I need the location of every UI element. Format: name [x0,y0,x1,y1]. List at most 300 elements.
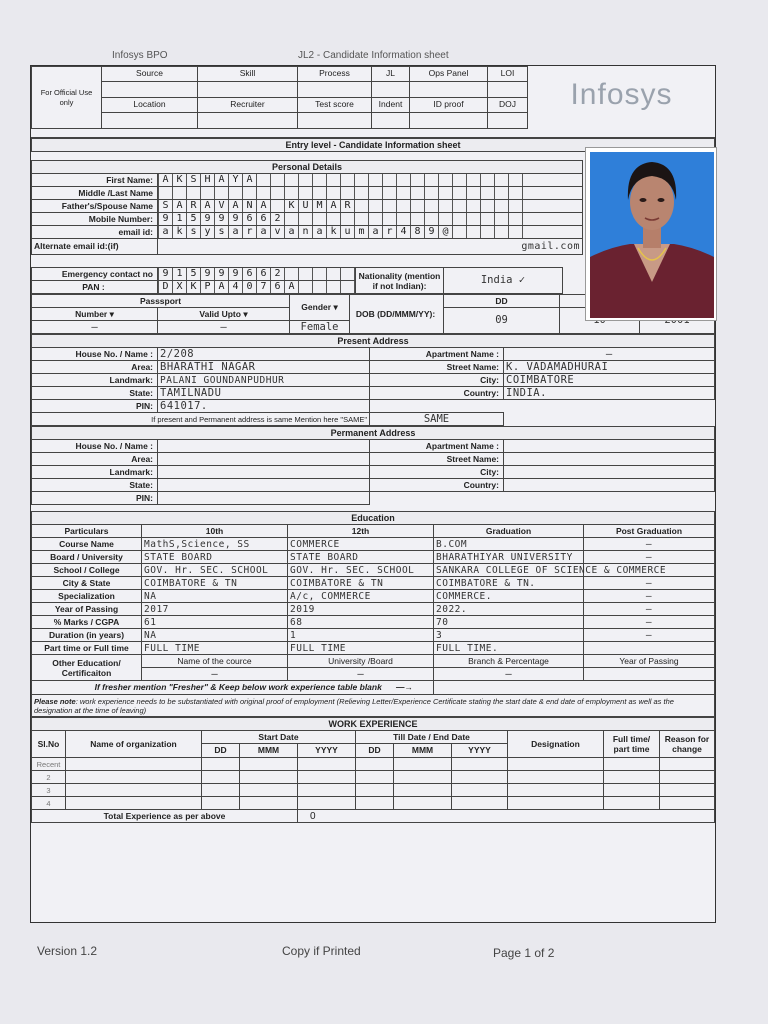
father-name-field[interactable] [158,200,583,213]
email-char-box[interactable]: v [271,226,285,238]
education-cell[interactable]: BHARATHIYAR UNIVERSITY [434,551,584,564]
first-name-char-box[interactable] [439,174,453,186]
present-area[interactable]: BHARATHI NAGAR [158,361,370,374]
same-address-value[interactable]: SAME [370,413,504,426]
education-cell[interactable]: GOV. Hr. SEC. SCHOOL [142,564,288,577]
pan-char-box[interactable]: X [173,281,187,293]
education-cell[interactable]: — [584,616,715,629]
work-cell[interactable] [356,797,394,810]
first-name-char-box[interactable] [425,174,439,186]
present-area-label: Area: [32,361,158,374]
work-cell[interactable] [394,758,452,771]
emergency-char-box[interactable]: 5 [187,268,201,280]
education-cell[interactable]: — [584,538,715,551]
work-cell[interactable] [240,758,298,771]
other-course[interactable]: — [142,668,288,681]
first-name-char-box[interactable] [355,174,369,186]
education-cell[interactable]: COMMERCE. [434,590,584,603]
email-char-box[interactable] [481,226,495,238]
mobile-char-box[interactable]: 6 [243,213,257,225]
education-cell[interactable]: SANKARA COLLEGE OF SCIENCE & COMMERCE [434,564,584,577]
emergency-char-box[interactable] [313,268,327,280]
mobile-char-box[interactable]: 9 [201,213,215,225]
arrow-right-icon: —→ [396,682,413,692]
first-name-char-box[interactable]: A [215,174,229,186]
work-cell[interactable] [660,784,715,797]
perm-pin[interactable] [158,492,370,505]
father-name-char-box[interactable] [467,200,481,212]
present-state[interactable]: TAMILNADU [158,387,370,400]
father-name-char-box[interactable]: S [159,200,173,212]
first-name-field[interactable] [158,174,583,187]
email-char-box[interactable]: a [313,226,327,238]
official-recruiter-field[interactable] [198,112,298,128]
work-cell[interactable] [298,797,356,810]
pan-char-box[interactable]: P [201,281,215,293]
email-char-box[interactable]: 9 [425,226,439,238]
first-name-char-box[interactable]: K [173,174,187,186]
emergency-field[interactable] [158,268,356,281]
work-cell[interactable] [508,771,604,784]
official-loi-field[interactable] [488,81,528,97]
middle-name-label: Middle /Last Name [32,187,158,200]
present-city[interactable]: COIMBATORE [504,374,715,387]
emergency-char-box[interactable]: 2 [271,268,285,280]
work-cell[interactable] [240,797,298,810]
work-cell[interactable] [452,784,508,797]
first-name-char-box[interactable] [369,174,383,186]
perm-house[interactable] [158,440,370,453]
mobile-char-box[interactable] [439,213,453,225]
email-char-box[interactable]: r [243,226,257,238]
pan-char-box[interactable] [327,281,341,293]
education-cell[interactable]: — [584,629,715,642]
official-ops-field[interactable] [410,81,488,97]
middle-name-char-box[interactable] [243,187,257,199]
education-cell[interactable]: STATE BOARD [142,551,288,564]
official-idproof-field[interactable] [410,112,488,128]
father-name-char-box[interactable]: V [215,200,229,212]
middle-name-char-box[interactable] [495,187,509,199]
pan-char-box[interactable]: 6 [271,281,285,293]
email-char-box[interactable]: n [299,226,313,238]
mobile-char-box[interactable] [299,213,313,225]
perm-house-label: House No. / Name : [32,440,158,453]
official-location-field[interactable] [102,112,198,128]
work-cell[interactable] [660,797,715,810]
father-name-char-box[interactable]: A [229,200,243,212]
emergency-char-box[interactable] [327,268,341,280]
father-name-char-box[interactable] [439,200,453,212]
work-cell[interactable] [66,771,202,784]
mobile-char-box[interactable]: 2 [271,213,285,225]
nationality-value[interactable]: India ✓ [444,268,563,294]
gender-value[interactable]: Female [290,321,350,334]
email-char-box[interactable]: a [369,226,383,238]
pan-char-box[interactable]: K [187,281,201,293]
first-name-char-box[interactable] [341,174,355,186]
work-cell[interactable] [202,784,240,797]
pan-char-box[interactable]: 0 [243,281,257,293]
middle-name-char-box[interactable] [271,187,285,199]
pan-char-box[interactable] [299,281,313,293]
middle-name-char-box[interactable] [313,187,327,199]
present-pin[interactable]: 641017. [158,400,370,413]
first-name-char-box[interactable] [397,174,411,186]
other-branch[interactable]: — [434,668,584,681]
father-name-char-box[interactable] [383,200,397,212]
email-char-box[interactable] [453,226,467,238]
education-heading: Education [32,512,715,525]
middle-name-char-box[interactable] [467,187,481,199]
work-cell[interactable] [240,771,298,784]
mobile-char-box[interactable]: 1 [173,213,187,225]
pan-char-box[interactable]: 7 [257,281,271,293]
education-cell[interactable]: 3 [434,629,584,642]
mobile-char-box[interactable] [355,213,369,225]
official-use-table [31,66,715,129]
present-landmark[interactable]: PALANI GOUNDANPUDHUR [158,374,370,387]
father-name-char-box[interactable]: A [327,200,341,212]
email-char-box[interactable]: a [229,226,243,238]
perm-landmark[interactable] [158,466,370,479]
father-name-char-box[interactable] [397,200,411,212]
mobile-char-box[interactable] [467,213,481,225]
email-label: email id: [32,226,158,239]
work-cell[interactable] [394,784,452,797]
official-source-field[interactable] [102,81,198,97]
mobile-char-box[interactable]: 9 [159,213,173,225]
work-cell[interactable] [660,758,715,771]
mobile-char-box[interactable]: 6 [257,213,271,225]
education-cell[interactable]: 2017 [142,603,288,616]
work-cell[interactable] [356,784,394,797]
middle-name-char-box[interactable] [453,187,467,199]
father-name-char-box[interactable]: R [341,200,355,212]
work-cell[interactable] [66,797,202,810]
education-cell[interactable]: — [584,603,715,616]
passport-number[interactable]: — [32,321,158,334]
education-cell[interactable]: 2022. [434,603,584,616]
first-name-char-box[interactable] [495,174,509,186]
footer-copy: Copy if Printed [282,944,361,958]
father-name-char-box[interactable] [425,200,439,212]
pan-field[interactable] [158,281,356,294]
perm-area[interactable] [158,453,370,466]
mobile-char-box[interactable] [509,213,523,225]
email-char-box[interactable] [467,226,481,238]
emergency-char-box[interactable] [341,268,355,280]
father-name-char-box[interactable]: A [173,200,187,212]
work-cell[interactable] [452,771,508,784]
middle-name-char-box[interactable] [481,187,495,199]
emergency-char-box[interactable]: 9 [229,268,243,280]
email-field[interactable] [158,226,583,239]
mobile-char-box[interactable] [411,213,425,225]
mobile-char-box[interactable] [425,213,439,225]
mobile-char-box[interactable] [495,213,509,225]
first-name-char-box[interactable] [299,174,313,186]
present-house[interactable]: 2/208 [158,348,370,361]
education-cell[interactable]: COMMERCE [288,538,434,551]
emergency-char-box[interactable]: 6 [257,268,271,280]
work-cell[interactable] [508,797,604,810]
work-cell[interactable] [660,771,715,784]
education-cell[interactable]: A/c, COMMERCE [288,590,434,603]
education-cell[interactable]: STATE BOARD [288,551,434,564]
perm-city[interactable] [504,466,715,479]
education-cell[interactable]: COIMBATORE & TN [288,577,434,590]
pan-char-box[interactable]: 4 [229,281,243,293]
alt-email-label: Alternate email id:(if) [32,239,158,255]
present-street[interactable]: K. VADAMADHURAI [504,361,715,374]
email-char-box[interactable]: s [215,226,229,238]
first-name-char-box[interactable] [285,174,299,186]
middle-name-char-box[interactable] [229,187,243,199]
work-cell[interactable] [202,797,240,810]
perm-state[interactable] [158,479,370,492]
middle-name-char-box[interactable] [173,187,187,199]
middle-name-char-box[interactable] [159,187,173,199]
middle-name-char-box[interactable] [425,187,439,199]
first-name-char-box[interactable] [467,174,481,186]
emergency-char-box[interactable]: 9 [159,268,173,280]
work-cell[interactable] [604,797,660,810]
mobile-char-box[interactable]: 9 [229,213,243,225]
email-char-box[interactable]: @ [439,226,453,238]
mobile-char-box[interactable] [341,213,355,225]
father-name-char-box[interactable] [369,200,383,212]
email-char-box[interactable]: k [327,226,341,238]
email-char-box[interactable]: 4 [397,226,411,238]
work-cell[interactable] [356,771,394,784]
education-cell[interactable]: FULL TIME. [434,642,584,655]
pan-char-box[interactable] [313,281,327,293]
education-cell[interactable]: NA [142,590,288,603]
father-name-char-box[interactable]: K [285,200,299,212]
first-name-char-box[interactable]: S [187,174,201,186]
father-name-char-box[interactable] [411,200,425,212]
education-cell[interactable] [584,642,715,655]
first-name-char-box[interactable] [453,174,467,186]
father-name-char-box[interactable] [355,200,369,212]
father-name-char-box[interactable] [271,200,285,212]
first-name-char-box[interactable] [481,174,495,186]
first-name-char-box[interactable] [271,174,285,186]
official-test-field[interactable] [298,112,372,128]
email-char-box[interactable]: a [159,226,173,238]
mobile-char-box[interactable] [397,213,411,225]
official-indent-field[interactable] [372,112,410,128]
education-cell[interactable]: 61 [142,616,288,629]
middle-name-char-box[interactable] [397,187,411,199]
email-char-box[interactable]: a [257,226,271,238]
work-cell[interactable] [66,758,202,771]
pan-char-box[interactable]: A [285,281,299,293]
education-cell[interactable]: 2019 [288,603,434,616]
father-name-char-box[interactable] [453,200,467,212]
emergency-char-box[interactable]: 9 [215,268,229,280]
email-char-box[interactable] [509,226,523,238]
middle-name-char-box[interactable] [187,187,201,199]
work-cell[interactable] [202,758,240,771]
official-skill-field[interactable] [198,81,298,97]
middle-name-char-box[interactable] [411,187,425,199]
mobile-char-box[interactable] [481,213,495,225]
mobile-char-box[interactable] [285,213,299,225]
education-col-header: Particulars [32,525,142,538]
education-cell[interactable]: NA [142,629,288,642]
present-country[interactable]: INDIA. [504,387,715,400]
emergency-char-box[interactable]: 6 [243,268,257,280]
emergency-char-box[interactable]: 1 [173,268,187,280]
emergency-char-box[interactable] [285,268,299,280]
emergency-char-box[interactable]: 9 [201,268,215,280]
pan-char-box[interactable]: A [215,281,229,293]
email-char-box[interactable]: k [173,226,187,238]
official-jl-field[interactable] [372,81,410,97]
first-name-char-box[interactable] [509,174,523,186]
emergency-char-box[interactable] [299,268,313,280]
work-cell[interactable] [508,784,604,797]
education-cell[interactable]: B.COM [434,538,584,551]
perm-street[interactable] [504,453,715,466]
education-table [31,511,715,717]
middle-name-field[interactable] [158,187,583,200]
first-name-char-box[interactable]: A [243,174,257,186]
father-name-char-box[interactable]: U [299,200,313,212]
middle-name-char-box[interactable] [341,187,355,199]
education-cell[interactable]: 70 [434,616,584,629]
first-name-char-box[interactable]: A [159,174,173,186]
work-cell[interactable] [298,771,356,784]
email-char-box[interactable]: y [201,226,215,238]
education-cell[interactable]: GOV. Hr. SEC. SCHOOL [288,564,434,577]
work-cell[interactable] [240,784,298,797]
mobile-char-box[interactable] [369,213,383,225]
middle-name-char-box[interactable] [285,187,299,199]
father-name-char-box[interactable]: M [313,200,327,212]
work-cell[interactable] [604,784,660,797]
mobile-char-box[interactable]: 9 [215,213,229,225]
mobile-char-box[interactable] [313,213,327,225]
father-name-char-box[interactable]: N [243,200,257,212]
education-row-label: Specialization [32,590,142,603]
first-name-char-box[interactable]: H [201,174,215,186]
education-cell[interactable]: COIMBATORE & TN. [434,577,584,590]
middle-name-char-box[interactable] [327,187,341,199]
education-cell[interactable]: MathS,Science, SS [142,538,288,551]
middle-name-char-box[interactable] [201,187,215,199]
dob-dd[interactable]: 09 [444,308,560,334]
father-name-char-box[interactable]: A [201,200,215,212]
first-name-char-box[interactable] [257,174,271,186]
first-name-char-box[interactable] [313,174,327,186]
email-char-box[interactable]: r [383,226,397,238]
father-name-char-box[interactable] [495,200,509,212]
father-name-char-box[interactable] [481,200,495,212]
other-university[interactable]: — [288,668,434,681]
middle-name-char-box[interactable] [439,187,453,199]
email-suffix[interactable]: gmail.com [158,239,583,255]
middle-name-char-box[interactable] [355,187,369,199]
email-char-box[interactable]: m [355,226,369,238]
middle-name-char-box[interactable] [257,187,271,199]
work-row [32,784,715,797]
father-name-char-box[interactable]: R [187,200,201,212]
work-cell[interactable] [394,797,452,810]
work-cell[interactable] [202,771,240,784]
middle-name-char-box[interactable] [215,187,229,199]
work-cell[interactable] [356,758,394,771]
education-cell[interactable]: 1 [288,629,434,642]
passport-valid[interactable]: — [158,321,290,334]
work-cell[interactable] [452,758,508,771]
work-cell[interactable] [298,758,356,771]
middle-name-char-box[interactable] [299,187,313,199]
education-cell[interactable]: COIMBATORE & TN [142,577,288,590]
present-apt[interactable]: — [504,348,715,361]
first-name-char-box[interactable] [411,174,425,186]
official-loi: LOI [488,67,528,82]
mobile-char-box[interactable] [383,213,397,225]
education-cell[interactable]: FULL TIME [142,642,288,655]
education-cell[interactable]: — [584,551,715,564]
education-col-header: Post Graduation [584,525,715,538]
perm-apt[interactable] [504,440,715,453]
official-doj-field[interactable] [488,112,528,128]
official-process-field[interactable] [298,81,372,97]
email-char-box[interactable]: u [341,226,355,238]
work-cell[interactable] [604,771,660,784]
middle-name-char-box[interactable] [369,187,383,199]
work-cell[interactable] [452,797,508,810]
middle-name-char-box[interactable] [509,187,523,199]
pan-char-box[interactable] [341,281,355,293]
education-cell[interactable]: FULL TIME [288,642,434,655]
education-row-label: City & State [32,577,142,590]
email-char-box[interactable]: 8 [411,226,425,238]
father-name-char-box[interactable]: A [257,200,271,212]
other-year[interactable] [584,668,715,681]
work-cell[interactable] [66,784,202,797]
first-name-char-box[interactable]: Y [229,174,243,186]
pan-char-box[interactable]: D [159,281,173,293]
first-name-char-box[interactable] [327,174,341,186]
first-name-char-box[interactable] [383,174,397,186]
email-char-box[interactable]: a [285,226,299,238]
mobile-char-box[interactable] [453,213,467,225]
work-cell[interactable] [508,758,604,771]
email-char-box[interactable] [495,226,509,238]
fresher-field[interactable] [434,681,715,695]
perm-country[interactable] [504,479,715,492]
work-cell[interactable] [298,784,356,797]
work-cell[interactable] [394,771,452,784]
middle-name-char-box[interactable] [383,187,397,199]
work-cell[interactable] [604,758,660,771]
mobile-field[interactable] [158,213,583,226]
mobile-char-box[interactable]: 5 [187,213,201,225]
mobile-char-box[interactable] [327,213,341,225]
education-cell[interactable]: 68 [288,616,434,629]
education-cell[interactable]: — [584,577,715,590]
father-name-char-box[interactable] [509,200,523,212]
email-char-box[interactable]: s [187,226,201,238]
total-exp-value[interactable]: 0 [298,810,715,823]
work-heading: WORK EXPERIENCE [32,718,715,731]
education-cell[interactable]: — [584,590,715,603]
